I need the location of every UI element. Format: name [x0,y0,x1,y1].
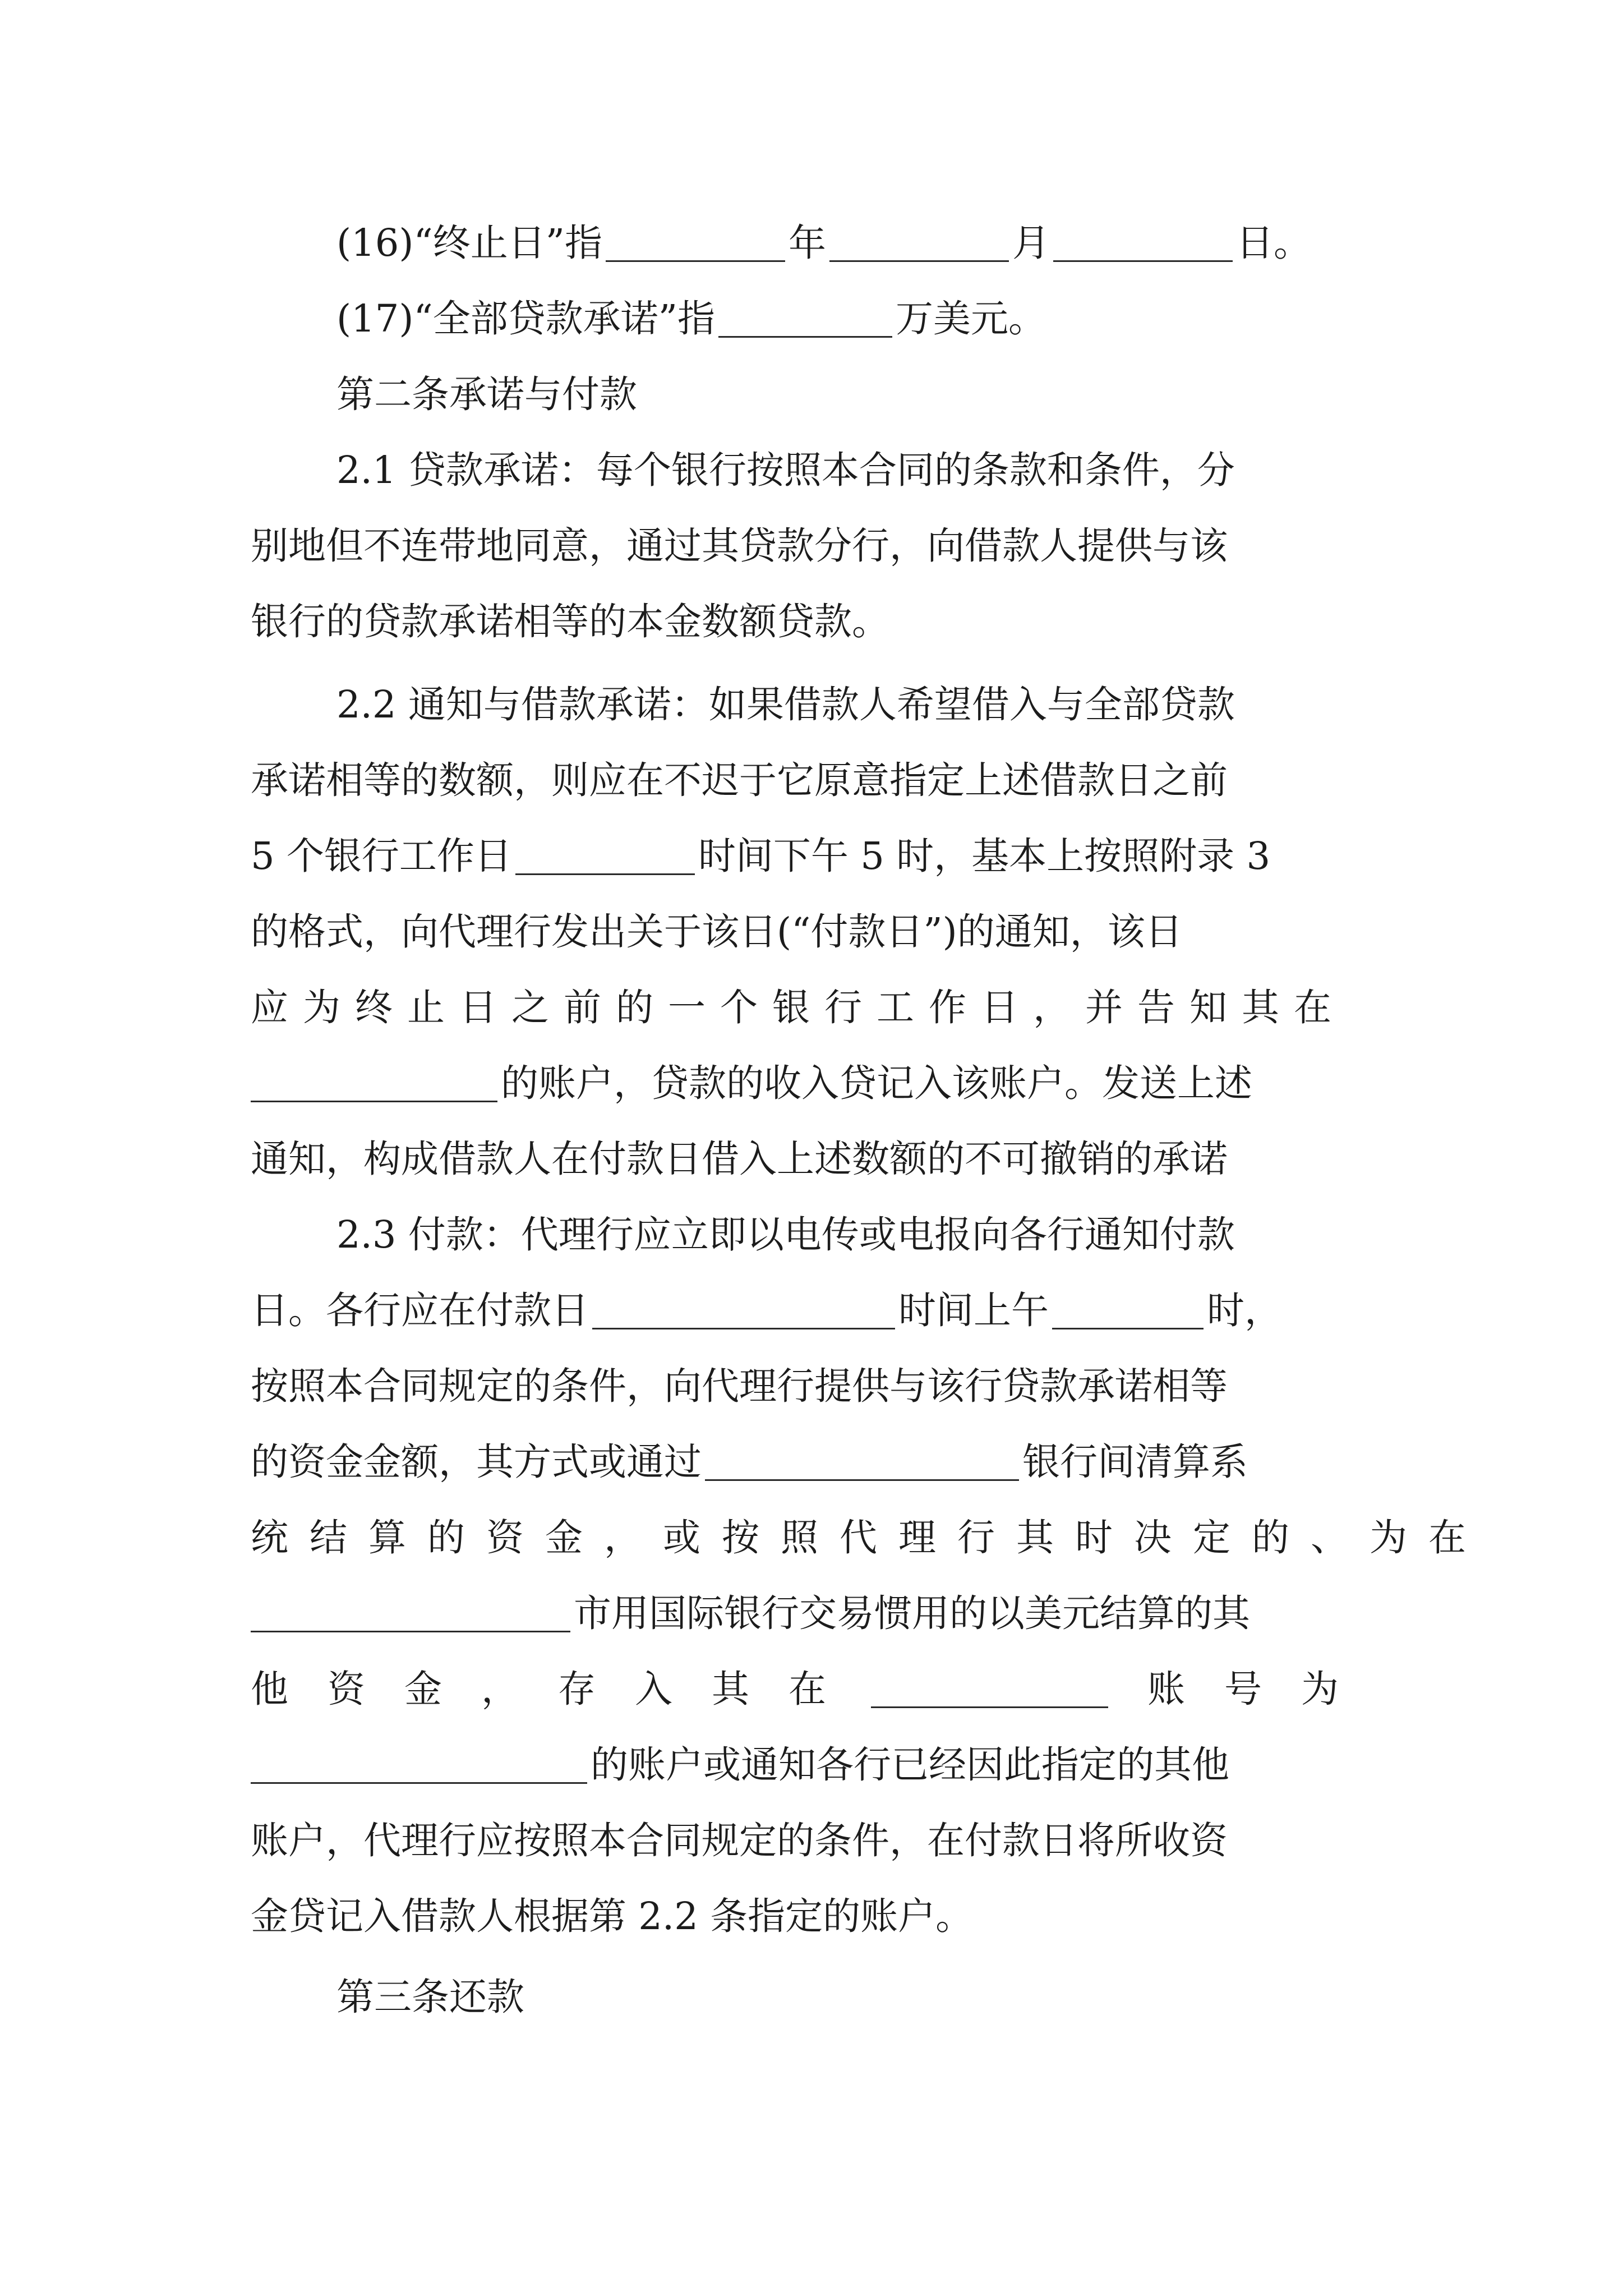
text-segment: 市用国际银行交易惯用的以美元结算的其 [574,1591,1250,1635]
paragraph-line [251,1731,1378,1798]
paragraph-line [251,1428,1378,1496]
text-segment: 月 [1012,221,1050,265]
article-2-heading [336,361,1380,428]
fill-blank [1053,231,1233,262]
fill-blank [251,1753,587,1784]
text-segment: (17)“全部贷款承诺”指 [336,297,716,341]
line-text: 通知，构成借款人在付款日借入上述数额的不可撤销的承诺 [251,1137,1228,1181]
line-text: 应为终止日之前的一个银行工作日，并告知其在 [251,986,1346,1029]
article-3-heading [336,1963,1380,2031]
paragraph-line [336,1201,1380,1268]
line-text: 2.2 通知与借款承诺：如果借款人希望借入与全部贷款 [336,683,1235,726]
text-segment: 时间上午 [898,1289,1049,1332]
line-text: 金贷记入借款人根据第 2.2 条指定的账户。 [251,1894,974,1938]
line-text: 的格式，向代理行发出关于该日(“付款日”)的通知，该日 [251,910,1183,954]
line-text: 别地但不连带地同意，通过其贷款分行，向借款人提供与该 [251,524,1228,568]
paragraph-line [251,588,1378,655]
text-segment: 年 [789,221,827,265]
text-segment: (16)“终止日”指 [336,221,603,265]
paragraph-line [251,1504,1487,1571]
paragraph-line [251,1580,1378,1647]
fill-blank [251,1602,570,1632]
paragraph-line [336,436,1380,504]
text-segment: 日。 [1236,221,1312,265]
paragraph-line [251,898,1378,965]
paragraph-line [251,747,1378,814]
paragraph-line [251,1655,1378,1723]
line-text: 按照本合同规定的条件，向代理行提供与该行贷款承诺相等 [251,1364,1228,1408]
text-segment: 时间下午 5 时，基本上按照附录 3 [698,834,1271,878]
line-text: 2.3 付款：代理行应立即以电传或电报向各行通知付款 [336,1213,1235,1257]
text-segment: 他资金，存入其在 [251,1667,865,1711]
paragraph-line [251,1277,1378,1344]
text-segment: 账号为 [1147,1667,1378,1711]
paragraph-line [251,974,1378,1041]
line-text: 承诺相等的数额，则应在不迟于它原意指定上述借款日之前 [251,758,1228,802]
paragraph-line [251,512,1378,579]
paragraph-line [251,1050,1378,1117]
text-segment: 银行间清算系 [1022,1440,1248,1484]
line-text: 统结算的资金，或按照代理行其时决定的、为在 [251,1516,1487,1559]
fill-blank [1052,1299,1204,1329]
text-segment: 的账户，贷款的收入贷记入该账户。发送上述 [501,1061,1252,1105]
text-segment: 时， [1207,1289,1282,1332]
line-text: 2.1 贷款承诺：每个银行按照本合同的条款和条件，分 [336,448,1235,492]
fill-blank [515,844,695,875]
text-segment: 万美元。 [896,297,1046,341]
fill-blank [718,307,892,338]
fill-blank [871,1677,1108,1708]
paragraph-line [251,1352,1378,1420]
text-segment: 的资金金额，其方式或通过 [251,1440,702,1484]
fill-blank [251,1071,497,1102]
line-text: 银行的贷款承诺相等的本金数额贷款。 [251,600,889,643]
fill-blank [705,1450,1019,1481]
paragraph-line [251,1807,1378,1874]
fill-blank [829,231,1009,262]
clause-16-termination-date [336,209,1380,277]
text-segment: 日。各行应在付款日 [251,1289,589,1332]
fill-blank [592,1299,895,1329]
heading-text: 第三条还款 [336,1975,524,2019]
clause-17-total-commitment [336,285,1380,352]
paragraph-line [251,1125,1378,1193]
text-segment: 5 个银行工作日 [251,834,512,878]
line-text: 账户，代理行应按照本合同规定的条件，在付款日将所收资 [251,1819,1228,1862]
paragraph-line [251,822,1378,890]
paragraph-line [336,671,1380,738]
paragraph-line [251,1883,1378,1950]
fill-blank [606,231,785,262]
text-segment: 的账户或通知各行已经因此指定的其他 [591,1743,1229,1787]
heading-text: 第二条承诺与付款 [336,372,637,416]
